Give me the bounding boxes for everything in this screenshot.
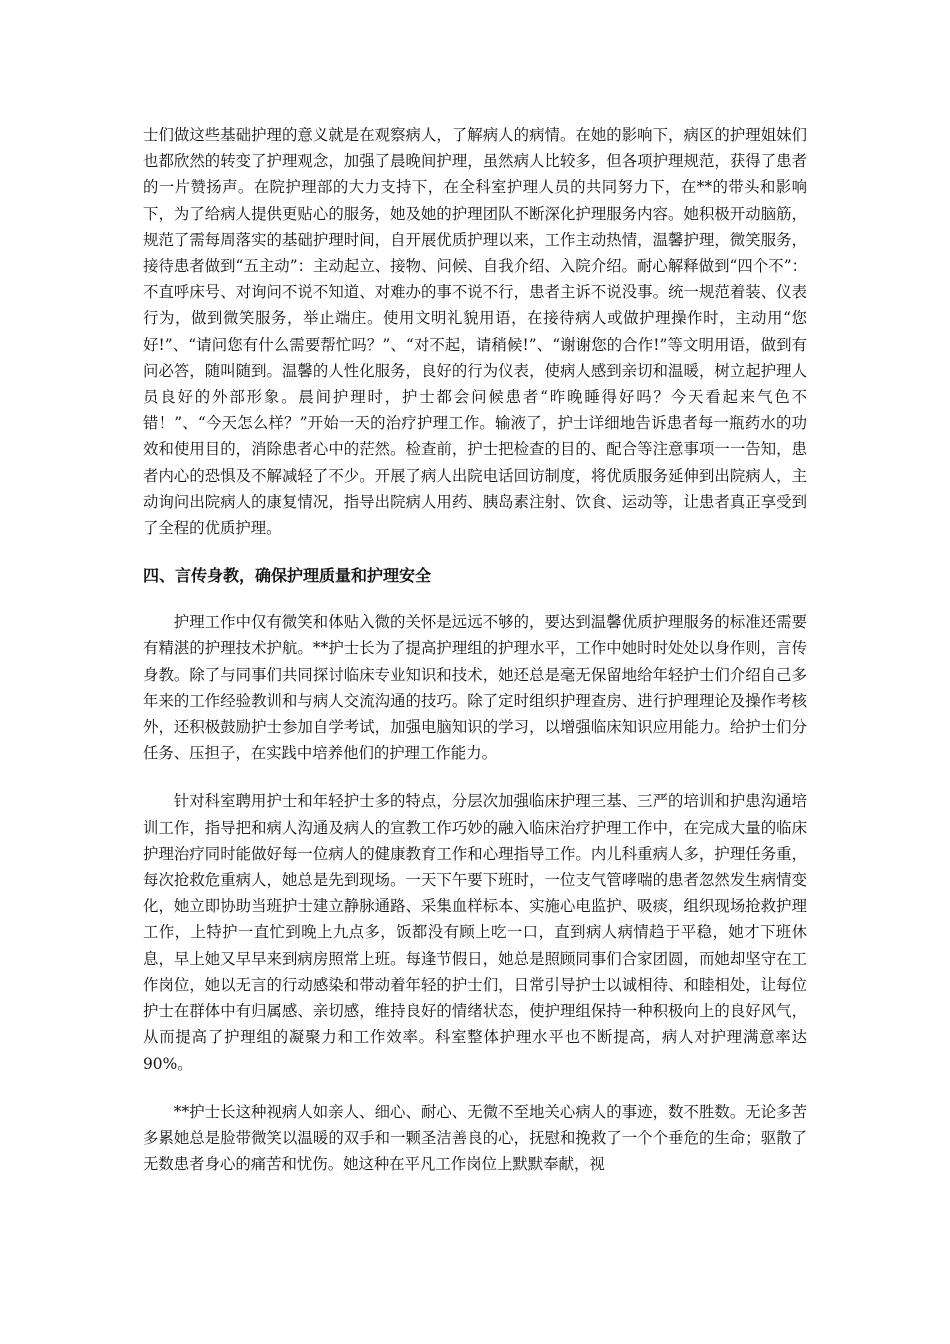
paragraph-teaching: 护理工作中仅有微笑和体贴入微的关怀是远远不够的，要达到温馨优质护理服务的标准还需要有精湛的护理技术护航。**护士长为了提高护理组的护理水平，工作中她时时处处以身作则，言传身教。除了与同事们共同探讨临床专业知识和技术，她还总是毫无保留地给年轻护士们介绍自己多年来的工作经验教训和与病人交流沟通的技巧。除了定时组织护理查房、进行护理理论及操作考核外，还积极鼓励护士参加自学考试，加强电脑知识的学习，以增强临床知识应用能力。给护士们分任务、压担子，在实践中培养他们的护理工作能力。 <box>143 613 807 763</box>
paragraph-service: 士们做这些基础护理的意义就是在观察病人，了解病人的病情。在她的影响下，病区的护理姐妹们也都欣然的转变了护理观念，加强了晨晚间护理，虽然病人比较多，但各项护理规范，获得了患者的一片赞扬声。在院护理部的大力支持下，在全科室护理人员的共同努力下，在**的带头和影响下，为了给病人提供更贴心的服务，她及她的护理团队不断深化护理服务内容。她积极开动脑筋，规范了需每周落实的基础护理时间，自开展优质护理以来，工作主动热情，温馨护理，微笑服务，接待患者做到“五主动”：主动起立、接物、问候、自我介绍、入院介绍。耐心解释做到“四个不”：不直呼床号、对询问不说不知道、对难办的事不说不行，患者主诉不说没事。统一规范着装、仪表行为，做到微笑服务，举止端庄。使用文明礼貌用语，在接待病人或做护理操作时，主动用“您好!”、“请问您有什么需要帮忙吗？”、“对不起，请稍候!”、“谢谢您的合作!”等文明用语，做到有问必答，随叫随到。温馨的人性化服务，良好的行为仪表，使病人感到亲切和温暖，树立起护理人员良好的外部形象。晨间护理时，护士都会问候患者“昨晚睡得好吗？今天看起来气色不错！”、“今天怎么样？”开始一天的治疗护理工作。输液了，护士详细地告诉患者每一瓶药水的功效和使用目的，消除患者心中的茫然。检查前，护士把检查的目的、配合等注意事项一一告知，患者内心的恐惧及不解减轻了不少。开展了病人出院电话回访制度，将优质服务延伸到出院病人，主动询问出院病人的康复情况，指导出院病人用药、胰岛素注射、饮食、运动等，让患者真正享受到了全程的优质护理。 <box>143 126 807 538</box>
document-page <box>143 122 807 1177</box>
section-heading-4: 四、言传身教，确保护理质量和护理安全 <box>143 566 432 586</box>
paragraph-dedication: **护士长这种视病人如亲人、细心、耐心、无微不至地关心病人的事迹，数不胜数。无论多苦多累她总是脸带微笑以温暖的双手和一颗圣洁善良的心，抚慰和挽救了一个个垂危的生命；驱散了无数患者身心的痛苦和忧伤。她这种在平凡工作岗位上默默奉献，视 <box>143 1102 807 1174</box>
paragraph-training: 针对科室聘用护士和年轻护士多的特点，分层次加强临床护理三基、三严的培训和护患沟通培训工作，指导把和病人沟通及病人的宣教工作巧妙的融入临床治疗护理工作中，在完成大量的临床护理治疗同时能做好每一位病人的健康教育工作和心理指导工作。内儿科重病人多，护理任务重，每次抢救危重病人，她总是先到现场。一天下午要下班时，一位支气管哮喘的患者忽然发生病情变化，她立即协助当班护士建立静脉通路、采集血样标本、实施心电监护、吸痰，组织现场抢救护理工作，上特护一直忙到晚上九点多，饭都没有顾上吃一口，直到病人病情趋于平稳，她才下班休息，早上她又早早来到病房照常上班。每逢节假日，她总是照顾同事们合家团圆，而她却坚守在工作岗位，她以无言的行动感染和带动着年轻的护士们，日常引导护士以诚相待、和睦相处，让每位护士在群体中有归属感、亲切感，维持良好的情绪状态，使护理组保持一种积极向上的良好风气，从而提高了护理组的凝聚力和工作效率。科室整体护理水平也不断提高，病人对护理满意率达 90%。 <box>143 792 807 1073</box>
